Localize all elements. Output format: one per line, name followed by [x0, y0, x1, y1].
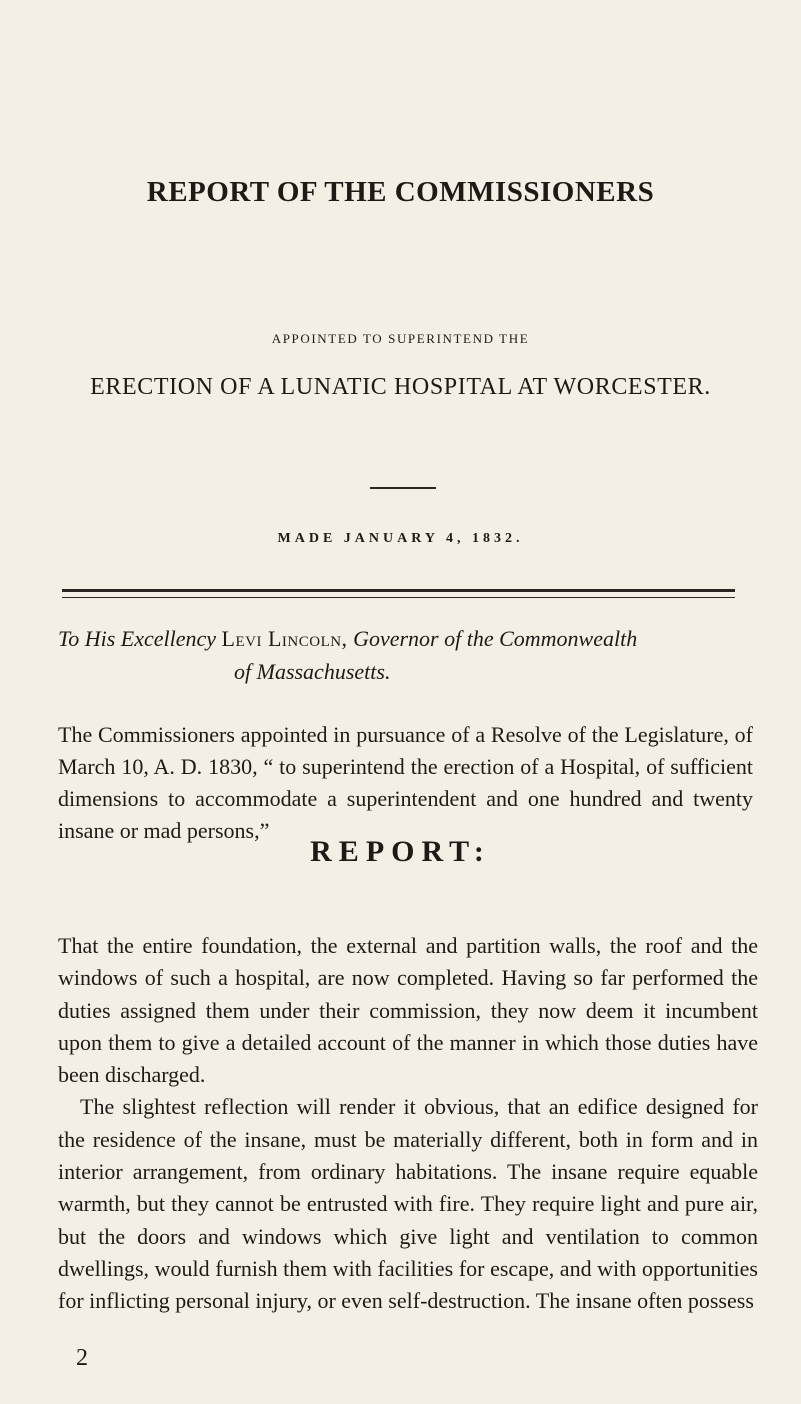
report-heading: REPORT: [310, 835, 491, 868]
dedication-office: Governor of the Commonwealth [353, 626, 638, 651]
subtitle-erection: ERECTION OF A LUNATIC HOSPITAL AT WORCESTER. [90, 374, 711, 400]
short-divider-rule [370, 487, 436, 489]
document-title: REPORT OF THE COMMISSIONERS [146, 176, 655, 208]
dedication-to: To His Excellency [58, 626, 217, 651]
dedication-name: Levi Lincoln, [221, 626, 348, 651]
body-paragraph-1: That the entire foundation, the external and partition walls, the roof and the windows of such a hospital, are now completed. Having so far performed the duties assigned them under their commission, they now deem it incumbent upon them to give a detailed account of the manner in which those duties have been discharged. [58, 933, 758, 1088]
date-made-line: MADE JANUARY 4, 1832. [277, 531, 524, 546]
page-number: 2 [76, 1345, 88, 1371]
double-divider-rule [62, 589, 735, 598]
body-paragraph-2: The slightest reflection will render it obvious, that an edifice designed for the residence of the insane, must be materially different, both in form and in interior arrangement, from ordinary habitations. The insane require equable warmth, but they cannot be entrusted with fire. They require light and pure air, but the doors and windows which give light and ventilation to common dwellings, would furnish them with facilities for escape, and with opportunities for inflicting personal injury, or even self-destruction. The insane often possess [58, 1094, 758, 1314]
dedication-state: of Massachusetts. [234, 659, 391, 684]
subtitle-appointed: APPOINTED TO SUPERINTEND THE [271, 331, 530, 346]
report-body [58, 930, 758, 1318]
dedication-block [58, 622, 758, 688]
intro-paragraph: The Commissioners appointed in pursuance of a Resolve of the Legislature, of March 10, A. D. 1830, “ to superintend the erection of a Hospital, of sufficient dimensions to accommodate a superintendent and one hundred and twenty insane or mad persons,” [58, 722, 753, 843]
